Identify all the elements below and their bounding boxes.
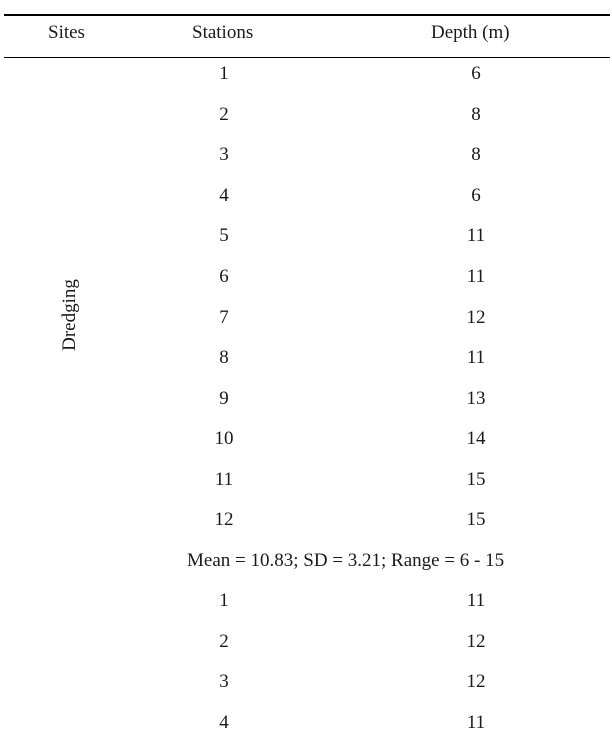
depth-cell: 13 <box>466 388 486 409</box>
table-row <box>0 225 612 247</box>
depth-cell: 8 <box>471 104 481 125</box>
depth-cell: 11 <box>466 266 486 287</box>
table-row <box>0 185 612 207</box>
depth-cell: 6 <box>471 63 481 84</box>
station-cell: 12 <box>214 509 234 530</box>
header-stations: Stations <box>192 22 254 43</box>
table-header-rule <box>4 57 610 58</box>
table-row <box>0 104 612 126</box>
depth-cell: 11 <box>466 347 486 368</box>
station-cell: 5 <box>219 225 229 246</box>
station-cell: 1 <box>219 590 229 611</box>
station-cell: 9 <box>219 388 229 409</box>
depth-cell: 15 <box>466 509 486 530</box>
table-row <box>0 266 612 288</box>
site-label-dredging: Dredging <box>59 279 80 351</box>
table-row <box>0 144 612 166</box>
station-cell: 4 <box>219 712 229 733</box>
station-cell: 3 <box>219 144 229 165</box>
station-cell: 7 <box>219 307 229 328</box>
table-row <box>0 428 612 450</box>
table-row <box>0 631 612 653</box>
header-sites: Sites <box>48 22 85 43</box>
depth-cell: 6 <box>471 185 481 206</box>
table-row <box>0 509 612 531</box>
depth-cell: 12 <box>466 671 486 692</box>
header-depth: Depth (m) <box>431 22 510 43</box>
depth-cell: 12 <box>466 307 486 328</box>
depth-cell: 8 <box>471 144 481 165</box>
station-cell: 1 <box>219 63 229 84</box>
table-top-rule <box>4 14 610 16</box>
table-row <box>0 671 612 693</box>
station-cell: 2 <box>219 104 229 125</box>
table-row <box>0 712 612 734</box>
station-cell: 2 <box>219 631 229 652</box>
depth-cell: 14 <box>466 428 486 449</box>
station-cell: 10 <box>214 428 234 449</box>
table-row <box>0 590 612 612</box>
station-cell: 3 <box>219 671 229 692</box>
station-cell: 6 <box>219 266 229 287</box>
table-row <box>0 388 612 410</box>
table-row <box>0 347 612 369</box>
table-row <box>0 63 612 85</box>
summary-statistics: Mean = 10.83; SD = 3.21; Range = 6 - 15 <box>187 550 505 571</box>
depth-cell: 11 <box>466 225 486 246</box>
depth-cell: 11 <box>466 590 486 611</box>
depth-cell: 15 <box>466 469 486 490</box>
table-row <box>0 469 612 491</box>
station-cell: 4 <box>219 185 229 206</box>
depth-cell: 11 <box>466 712 486 733</box>
station-cell: 11 <box>214 469 234 490</box>
depth-cell: 12 <box>466 631 486 652</box>
table-row <box>0 307 612 329</box>
station-cell: 8 <box>219 347 229 368</box>
